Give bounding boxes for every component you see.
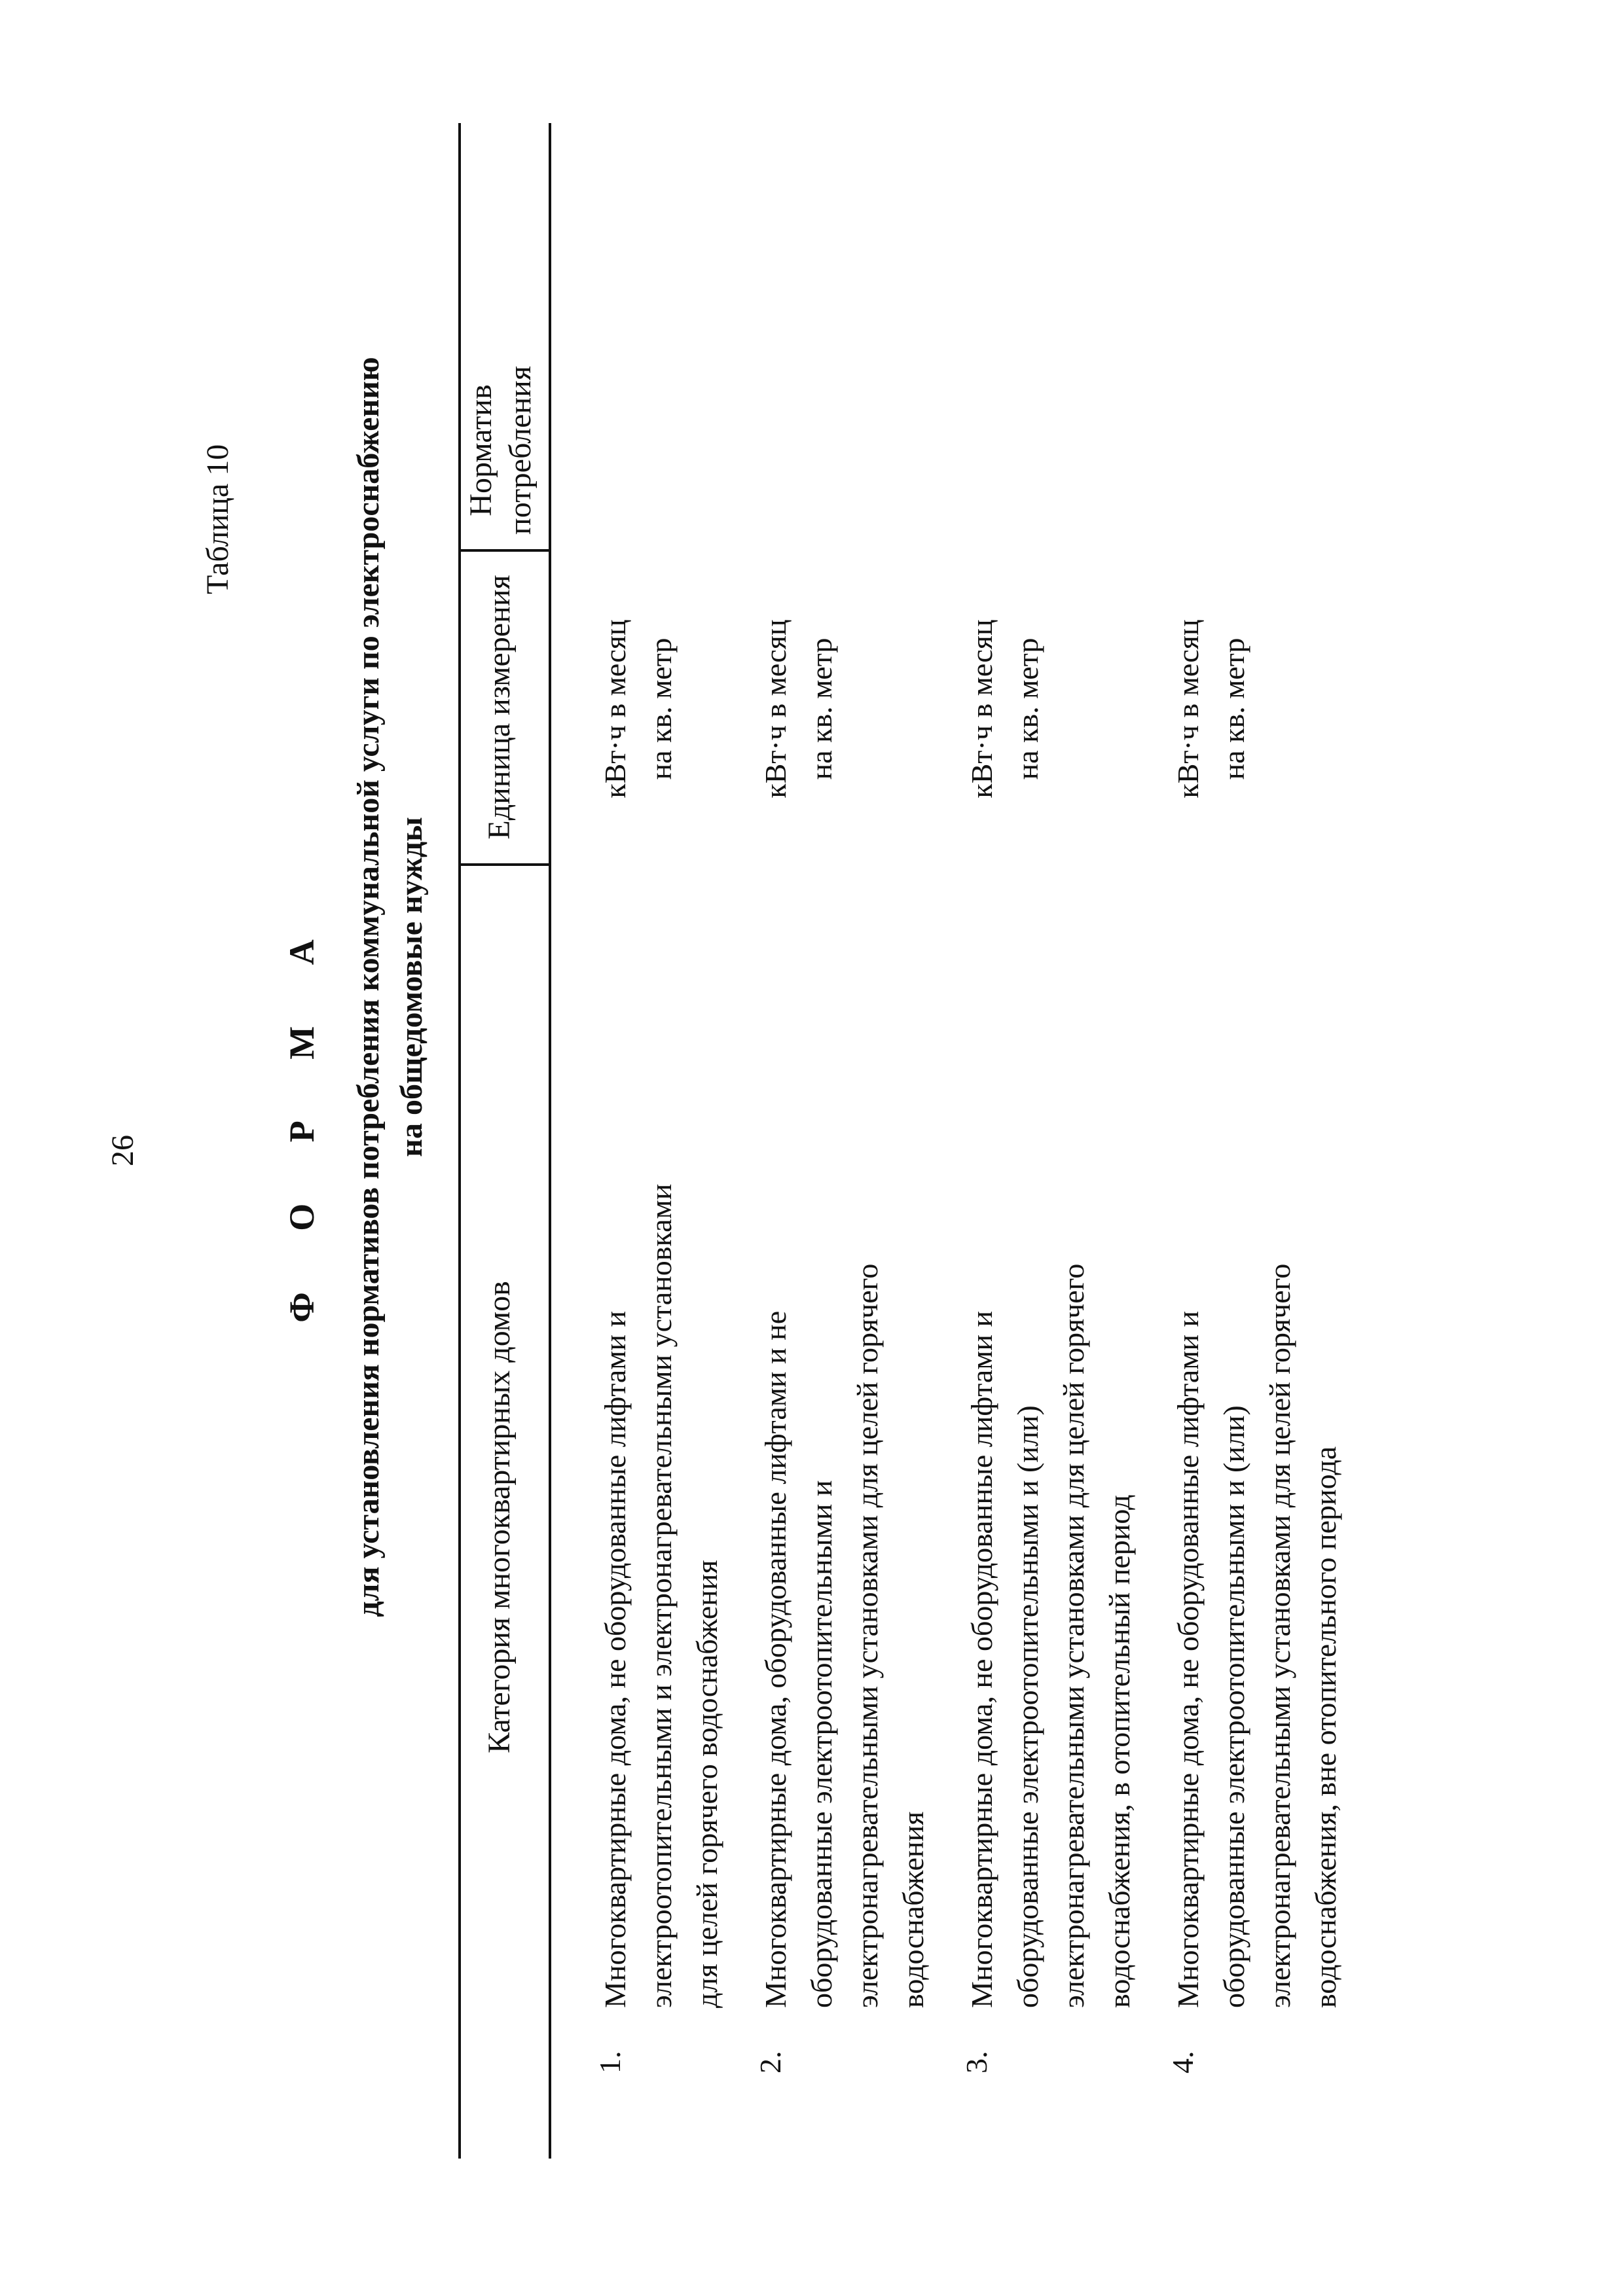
- row-category-line: водоснабжения, вне отопительного периода: [1309, 1446, 1342, 2008]
- row-category-line: водоснабжения, в отопительный период: [1103, 1494, 1136, 2008]
- row-unit-line-1: кВт·ч в месяц: [1171, 619, 1205, 798]
- header-norm: [462, 352, 540, 548]
- form-subtitle: [347, 5, 433, 1969]
- row-category-line: электронагревательными установками для целей горячего: [1057, 1263, 1090, 2008]
- form-title: Ф О Р М А: [282, 913, 321, 1323]
- row-category-line: Многоквартирные дома, оборудованные лифтами и не: [759, 1310, 792, 2008]
- row-number: 4.: [1166, 2051, 1199, 2073]
- row-unit-line-1: кВт·ч в месяц: [759, 619, 792, 798]
- row-unit-line-2: на кв. метр: [805, 637, 838, 780]
- table-label: Таблица 10: [200, 444, 235, 594]
- row-category: [959, 699, 1142, 2008]
- row-unit-line-2: на кв. метр: [644, 637, 678, 780]
- row-category: [753, 699, 936, 2008]
- row-unit-line-2: на кв. метр: [1011, 637, 1044, 780]
- header-norm-line-2: потребления: [503, 366, 538, 535]
- row-category-line: электронагревательными установками для целей горячего: [850, 1263, 884, 2008]
- row-unit: [593, 555, 684, 863]
- row-unit: [753, 555, 845, 863]
- row-category-line: оборудованные электроотопительными и: [805, 1480, 838, 2008]
- subtitle-line-1: для установления нормативов потребления коммунальной услуги по электроснабжению: [351, 357, 386, 1617]
- row-number: 1.: [593, 2051, 627, 2073]
- row-category-line: для целей горячего водоснабжения: [690, 1560, 723, 2008]
- header-bottom-rule: [549, 123, 551, 2159]
- page-number: 26: [105, 1135, 140, 1166]
- row-unit: [1165, 555, 1257, 863]
- row-category-line: электронагревательными установками для целей горячего: [1263, 1263, 1296, 2008]
- row-category-line: электроотопительными и электронагревательными установками: [644, 1183, 678, 2008]
- row-number: 3.: [960, 2051, 993, 2073]
- table-top-rule: [458, 123, 461, 2159]
- row-unit-line-2: на кв. метр: [1217, 637, 1250, 780]
- row-unit-line-1: кВт·ч в месяц: [598, 619, 632, 798]
- row-category-line: Многоквартирные дома, не оборудованные лифтами и: [598, 1310, 632, 2008]
- row-category-line: водоснабжения: [896, 1811, 930, 2008]
- row-category-line: Многоквартирные дома, не оборудованные лифтами и: [965, 1310, 998, 2008]
- row-category-line: оборудованные электроотопительными и (или): [1011, 1405, 1044, 2008]
- header-unit: Единица измерения: [482, 575, 517, 840]
- row-category: [1165, 699, 1349, 2008]
- header-category: Категория многоквартирных домов: [482, 1281, 517, 1753]
- subtitle-line-2: на общедомовые нужды: [394, 817, 429, 1157]
- row-category-line: оборудованные электроотопительными и (или): [1217, 1405, 1250, 2008]
- row-category: [593, 699, 730, 2008]
- row-category-line: Многоквартирные дома, не оборудованные лифтами и: [1171, 1310, 1205, 2008]
- row-unit: [959, 555, 1051, 863]
- column-divider-category-unit: [458, 863, 550, 866]
- row-number: 2.: [754, 2051, 787, 2073]
- row-unit-line-1: кВт·ч в месяц: [965, 619, 998, 798]
- header-norm-line-1: Норматив: [464, 384, 498, 516]
